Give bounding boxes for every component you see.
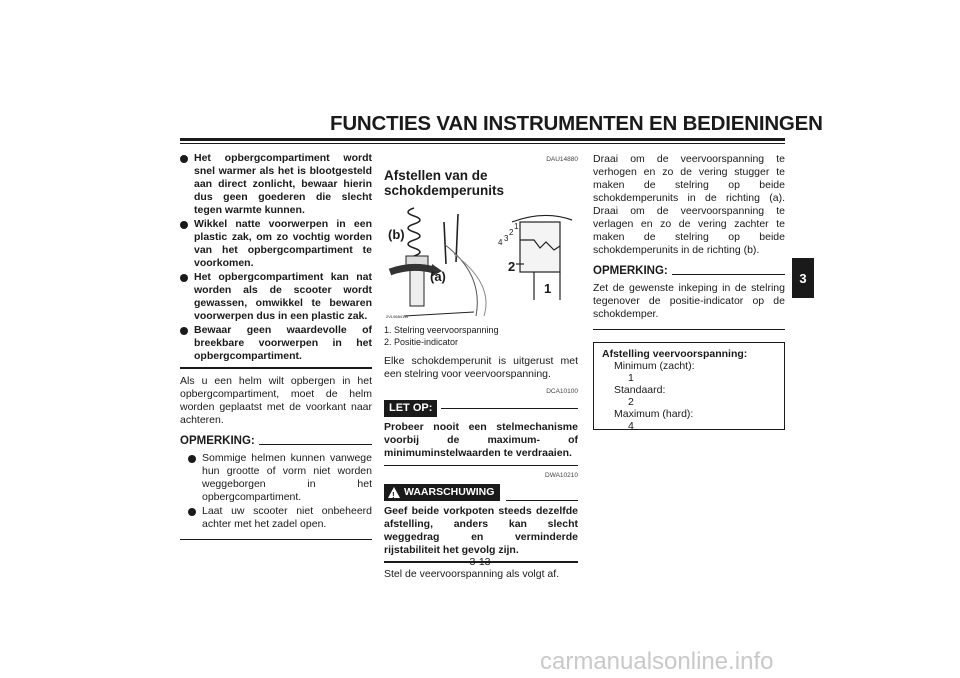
list-item	[188, 505, 372, 531]
middle-column	[384, 153, 578, 581]
list-item-text: Bewaar geen waardevolle of breekbare voorwerpen in het opbergcompartiment.	[194, 324, 372, 362]
page-title: FUNCTIES VAN INSTRUMENTEN EN BEDIENINGEN	[330, 112, 823, 135]
figure-captions	[384, 324, 578, 348]
doc-code: DCA10100	[546, 388, 578, 395]
warning-text: Geef beide vorkpoten steeds dezelfde afstelling, anders kan slecht weggedrag en verminderde rijstabiliteit het gevolg zijn.	[384, 505, 578, 556]
doc-code: DAU14880	[546, 156, 578, 163]
body-paragraph: Stel de veervoorspanning als volgt af.	[384, 568, 560, 580]
figure-callout-2: 2	[508, 259, 516, 274]
list-item	[180, 271, 372, 323]
bullet-icon	[180, 274, 188, 282]
list-item	[180, 218, 372, 270]
spec-box	[593, 342, 785, 430]
caption-item: 2. Positie-indicator	[384, 337, 459, 347]
caution-label: LET OP:	[384, 400, 437, 417]
header-rule	[180, 138, 785, 141]
list-item-text: Laat uw scooter niet onbeheerd achter met het zadel open.	[202, 505, 372, 530]
doc-code: DWA10210	[545, 472, 578, 479]
note-heading	[593, 265, 785, 278]
warning-banner	[384, 484, 578, 501]
shock-absorber-illustration	[384, 204, 578, 320]
warning-label-box	[384, 484, 500, 501]
bullet-icon	[180, 155, 188, 163]
spec-std-label: Standaard:	[614, 384, 666, 396]
figure-label-b: (b)	[388, 227, 405, 242]
warning-triangle-icon: !	[388, 487, 400, 498]
spec-max-label: Maximum (hard):	[614, 408, 694, 420]
figure-code: 2VL9684114	[386, 314, 409, 319]
bullet-icon	[188, 508, 196, 516]
figure-mark-4: 4	[498, 238, 503, 247]
bullet-icon	[180, 327, 188, 335]
list-item	[180, 152, 372, 217]
section-rule	[593, 329, 785, 330]
shock-absorber-figure	[384, 204, 578, 320]
caution-text: Probeer nooit een stelmechanisme voorbij de maximum- of minimuminstelwaarden te verdraaien.	[384, 421, 578, 459]
section-rule	[180, 539, 372, 540]
spec-min-value: 1	[628, 372, 634, 384]
list-item-text: Het opbergcompartiment kan nat worden als de scooter wordt gewassen, omwikkel te bewaren voorwerpen dus in een plastic zak.	[194, 271, 372, 322]
bullet-icon	[188, 455, 196, 463]
figure-callout-1: 1	[544, 281, 552, 296]
figure-mark-3: 3	[504, 234, 509, 243]
section-heading: Afstellen van de schokdemperunits	[384, 168, 505, 198]
warning-label: WAARSCHUWING	[404, 486, 495, 498]
section-rule	[384, 465, 578, 466]
body-paragraph: Elke schokdemperunit is uitgerust met een stelring voor veervoorspanning.	[384, 355, 578, 380]
figure-label-a: (a)	[430, 269, 446, 284]
note-heading-text: OPMERKING:	[180, 435, 255, 447]
note-text: Zet de gewenste inkeping in de stelring tegenover de positie-indicator op de schokdemper.	[593, 282, 785, 320]
chapter-tab: 3	[792, 258, 814, 298]
right-column	[593, 153, 785, 430]
spec-std-value: 2	[628, 396, 634, 408]
list-item	[188, 452, 372, 504]
list-item-text: Het opbergcompartiment wordt snel warmer als het is blootgesteld aan direct zonlicht, bewaar hierin dus geen goederen die slecht tegen warmte kunnen.	[194, 152, 372, 216]
body-paragraph: Draai om de veervoorspanning te verhogen en zo de vering stugger te maken de stelring op beide schokdemperunits in de richting (a). Draai om de veervoorspanning te verlagen en zo de vering zachter te maken de stelring op beide schokdemperunits in de richting (b).	[593, 153, 785, 256]
note-heading-text: OPMERKING:	[593, 265, 668, 277]
figure-mark-1: 1	[514, 222, 519, 231]
list-item-text: Sommige helmen kunnen vanwege hun grootte of vorm niet worden weggeborgen in het opbergcompartiment.	[202, 452, 372, 503]
spec-title: Afstelling veervoorspanning:	[602, 348, 748, 360]
caption-item: 1. Stelring veervoorspanning	[384, 325, 499, 335]
left-column	[180, 152, 372, 540]
section-rule	[180, 367, 372, 369]
bullet-icon	[180, 221, 188, 229]
figure-mark-2: 2	[509, 228, 514, 237]
list-item-text: Wikkel natte voorwerpen in een plastic zak, om zo vochtig worden van het opbergcompartiment te voorkomen.	[194, 218, 372, 269]
header-rule-thin	[180, 143, 785, 144]
page-number: 3-13	[469, 556, 491, 568]
spec-min-label: Minimum (zacht):	[614, 360, 695, 372]
note-heading	[180, 435, 372, 448]
spec-max-value: 4	[628, 420, 634, 432]
body-paragraph: Als u een helm wilt opbergen in het opbergcompartiment, moet de helm worden geplaatst met de voorkant naar achteren.	[180, 375, 372, 426]
caution-banner	[384, 400, 578, 417]
watermark: carmanualsonline.info	[540, 648, 774, 675]
list-item	[180, 324, 372, 363]
